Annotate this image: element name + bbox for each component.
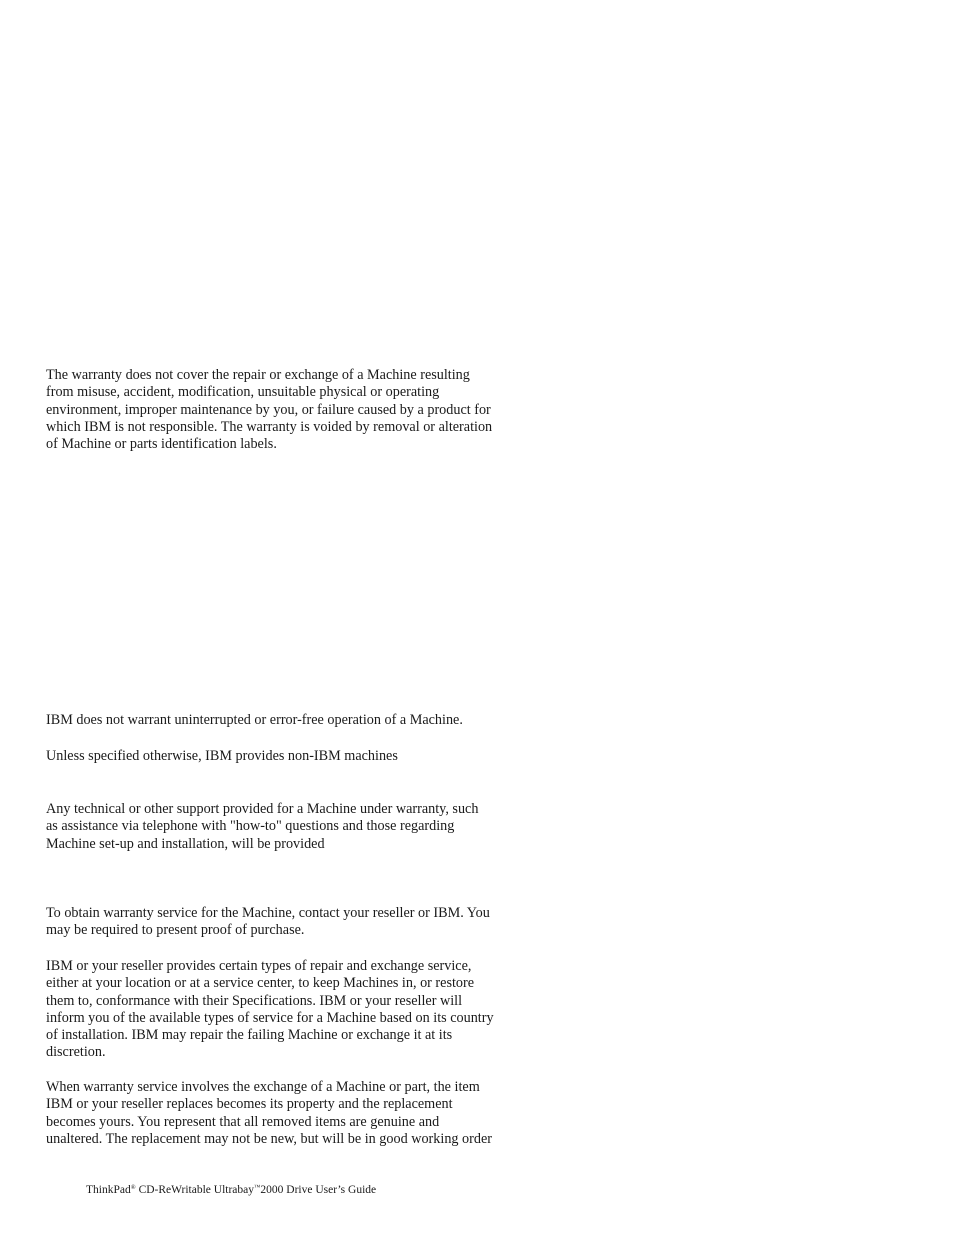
non-ibm-machines-paragraph: Unless specified otherwise, IBM provides non-IBM machines xyxy=(46,748,398,764)
replacement-paragraph: When warranty service involves the exchange of a Machine or part, the item IBM or your reseller replaces becomes its property and the replacement becomes yours. You represent that all removed items are genuine and unaltered. The replacement may not be new, but will be in good working order xyxy=(46,1079,492,1147)
trademark-mark: ™ xyxy=(254,1184,261,1191)
footer-guide-title: 2000 Drive User’s Guide xyxy=(260,1184,377,1196)
registered-mark: ® xyxy=(130,1184,136,1191)
repair-exchange-service-paragraph: IBM or your reseller provides certain types of repair and exchange service, either at your location or at a service center, to keep Machines in, or restore them to, conformance with their Specifications. IBM or your reseller will inform you of the available types of service for a Machine based on its country of installation. IBM may repair the failing Machine or exchange it at its discretion. xyxy=(46,958,494,1061)
obtain-warranty-service-paragraph: To obtain warranty service for the Machine, contact your reseller or IBM. You may be required to present proof of purchase. xyxy=(46,905,490,939)
footer-product-line: CD-ReWritable Ultrabay xyxy=(135,1184,255,1196)
page-footer xyxy=(86,1183,376,1197)
no-uninterrupted-operation-paragraph: IBM does not warrant uninterrupted or error-free operation of a Machine. xyxy=(46,712,463,728)
warranty-exclusions-paragraph: The warranty does not cover the repair or exchange of a Machine resulting from misuse, accident, modification, unsuitable physical or operating environment, improper maintenance by you, or failure caused by a product for which IBM is not responsible. The warranty is voided by removal or alteration of Machine or parts identification labels. xyxy=(46,367,493,453)
technical-support-paragraph: Any technical or other support provided for a Machine under warranty, such as assistance via telephone with "how-to" questions and those regarding Machine set-up and installation, will be provided xyxy=(46,801,479,852)
footer-product-name: ThinkPad xyxy=(86,1184,131,1196)
